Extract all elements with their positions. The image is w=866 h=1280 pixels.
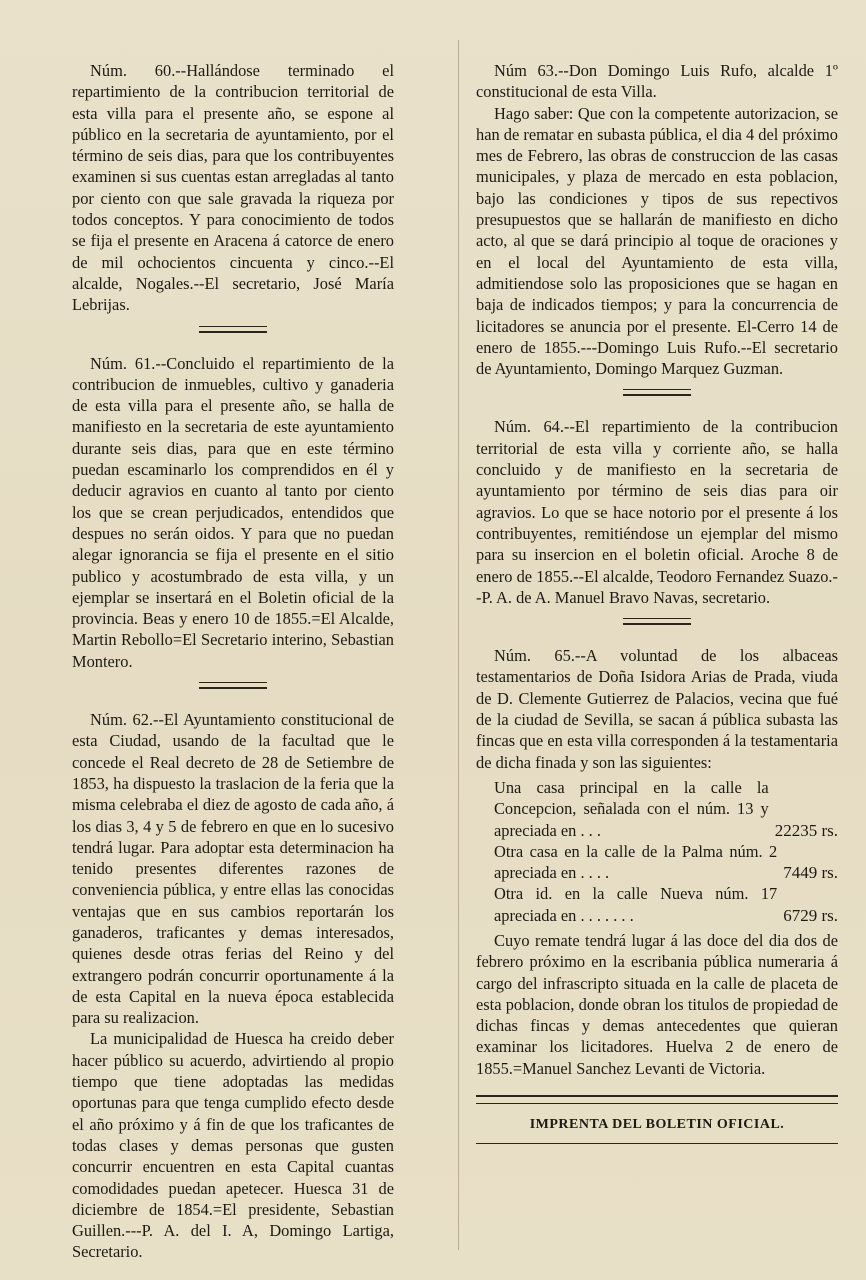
property-item (476, 883, 838, 926)
notice-paragraph: Núm. 62.--El Ayuntamiento constitucional de esta Ciudad, usando de la facultad que le concede el Real decreto de 28 de Setiembre de 1853, ha dispuesto la traslacion de la feria que la misma celebraba el diez de agosto de cada año, á los dias 3, 4 y 5 de febrero en que en lo sucesivo tendrá lugar. Para adoptar esta determinacion ha tenido presentes diferentes razones de conveniencia pública, y entre ellas las conocidas ventajas que en sus cambios reportarán los ganaderos, traficantes y demas interesados, quienes desde otras ferias del Reino y del extrangero podrán concurrir oportunamente á la de esta Capital en la nueva época establecida para su realizacion. (72, 710, 394, 1028)
footer-rule (476, 1095, 838, 1104)
printer-imprint: IMPRENTA DEL BOLETIN OFICIAL. (529, 1117, 785, 1133)
notice-64 (476, 416, 838, 608)
property-amount: 7449 rs. (783, 863, 838, 883)
property-description: Una casa principal en la calle la Concepcion, señalada con el núm. 13 y apreciada en . . . (494, 777, 769, 840)
notice-paragraph: Hago saber: Que con la competente autorizacion, se han de rematar en subasta pública, el dia 4 del próximo mes de Febrero, las obras de construccion de las casas municipales, y plaza de mercado en esta poblacion, bajo las condiciones y tipos de sus repectivos presupuestos que se hallarán de manifiesto en dicho acto, al que se dará principio al toque de oraciones y en el local del Ayuntamiento de esta villa, admitiendose solo las proposiciones que se hagan en baja de indicados tiempos; y para la concurrencia de licitadores se anuncia por el presente. El-Cerro 14 de enero de 1855.---Domingo Luis Rufo.--El secretario de Ayuntamiento, Domingo Marquez Guzman. (476, 103, 838, 379)
notice-paragraph: Núm. 64.--El repartimiento de la contribucion territorial de esta villa y corriente año, se halla concluido y de manifiesto en la secretaria de ayuntamiento por término de seis dias para oir agravios. Lo que se hace notorio por el presente á los contribuyentes, remitiéndose un ejemplar del mismo para su insercion en el boletin oficial. Aroche 8 de enero de 1855.--El alcalde, Teodoro Fernandez Suazo.--P. A. de A. Manuel Bravo Navas, secretario. (476, 417, 838, 607)
separator-rule (199, 326, 267, 333)
right-column (476, 60, 838, 1144)
notice-62 (72, 709, 394, 1263)
footer-underline (476, 1141, 838, 1144)
property-list (476, 777, 838, 926)
separator-rule (199, 682, 267, 689)
column-divider (458, 40, 459, 1250)
notice-paragraph: Núm 63.--Don Domingo Luis Rufo, alcalde 1º constitucional de esta Villa. (476, 61, 838, 102)
notice-60 (72, 60, 394, 316)
property-amount: 6729 rs. (783, 905, 838, 925)
notice-paragraph: La municipalidad de Huesca ha creido deber hacer público su acuerdo, advirtiendo al propio tiempo que tiene adoptadas las medidas oportunas para que tenga cumplido efecto desde el año próximo y á fin de que los traficantes de todas clases y demas personas que gusten concurrir encuentren en esta Capital cuantas comodidades puedan apetecer. Huesca 31 de diciembre de 1854.=El presidente, Sebastian Guillen.---P. A. del I. A, Domingo Lartiga, Secretario. (72, 1029, 394, 1262)
property-item (476, 841, 838, 884)
notice-paragraph: Núm. 60.--Hallándose terminado el repartimiento de la contribucion territorial de esta villa para el presente año, se espone al público en la secretaria de ayuntamiento, por el término de seis dias, para que los contribuyentes examinen si sus cuentas estan arregladas al tanto por ciento con que sale gravada la riqueza por todos conceptos. Y para conocimiento de todos se fija el presente en Aracena á catorce de enero de mil ochocientos cincuenta y cinco.--El alcalde, Nogales.--El secretario, José María Lebrijas. (72, 61, 394, 315)
property-description: Otra id. en la calle Nueva núm. 17 apreciada en . . . . . . . (494, 884, 778, 925)
notice-65 (476, 645, 838, 1079)
notice-61 (72, 353, 394, 672)
left-column (72, 60, 394, 1273)
notice-paragraph: Cuyo remate tendrá lugar á las doce del dia dos de febrero próximo en la escribania pública numeraria á cargo del infrascripto situada en la calle de placeta de esta poblacion, donde obran los titulos de propiedad de dichas fincas y demas antecedentes que quieran examinar los licitadores. Huelva 2 de enero de 1855.=Manuel Sanchez Levanti de Victoria. (476, 930, 838, 1078)
property-description: Otra casa en la calle de la Palma núm. 2 apreciada en . . . . (494, 841, 778, 883)
notice-63 (476, 60, 838, 379)
notice-paragraph: Núm. 61.--Concluido el repartimiento de la contribucion de inmuebles, cultivo y ganaderia de esta villa para el presente año, se halla de manifiesto en la secretaria de este ayuntamiento durante seis dias, para que en este término puedan escaminarlo los comprendidos en él y deducir agravios en cuanto al tanto por ciento los que se crean perjudicados, entendidos que despues no serán oidos. Y para que no puedan alegar ignorancia se fija el presente en el sitio publico y acostumbrado de esta villa, y un ejemplar se insertará en el Boletin oficial de la provincia. Beas y enero 10 de 1855.=El Alcalde, Martin Rebollo=El Secretario interino, Sebastian Montero. (72, 353, 394, 671)
separator-rule (623, 618, 691, 625)
property-amount: 22235 rs. (774, 820, 838, 840)
notice-paragraph: Núm. 65.--A voluntad de los albaceas testamentarios de Doña Isidora Arias de Prada, viuda de D. Clemente Gutierrez de Palacios, vecina que fué de la ciudad de Sevilla, se sacan á pública subasta las fincas que en esta villa corresponden á la testamentaria de dicha finada y son las siguientes: (476, 646, 838, 772)
property-item (476, 777, 838, 841)
separator-rule (623, 389, 691, 396)
